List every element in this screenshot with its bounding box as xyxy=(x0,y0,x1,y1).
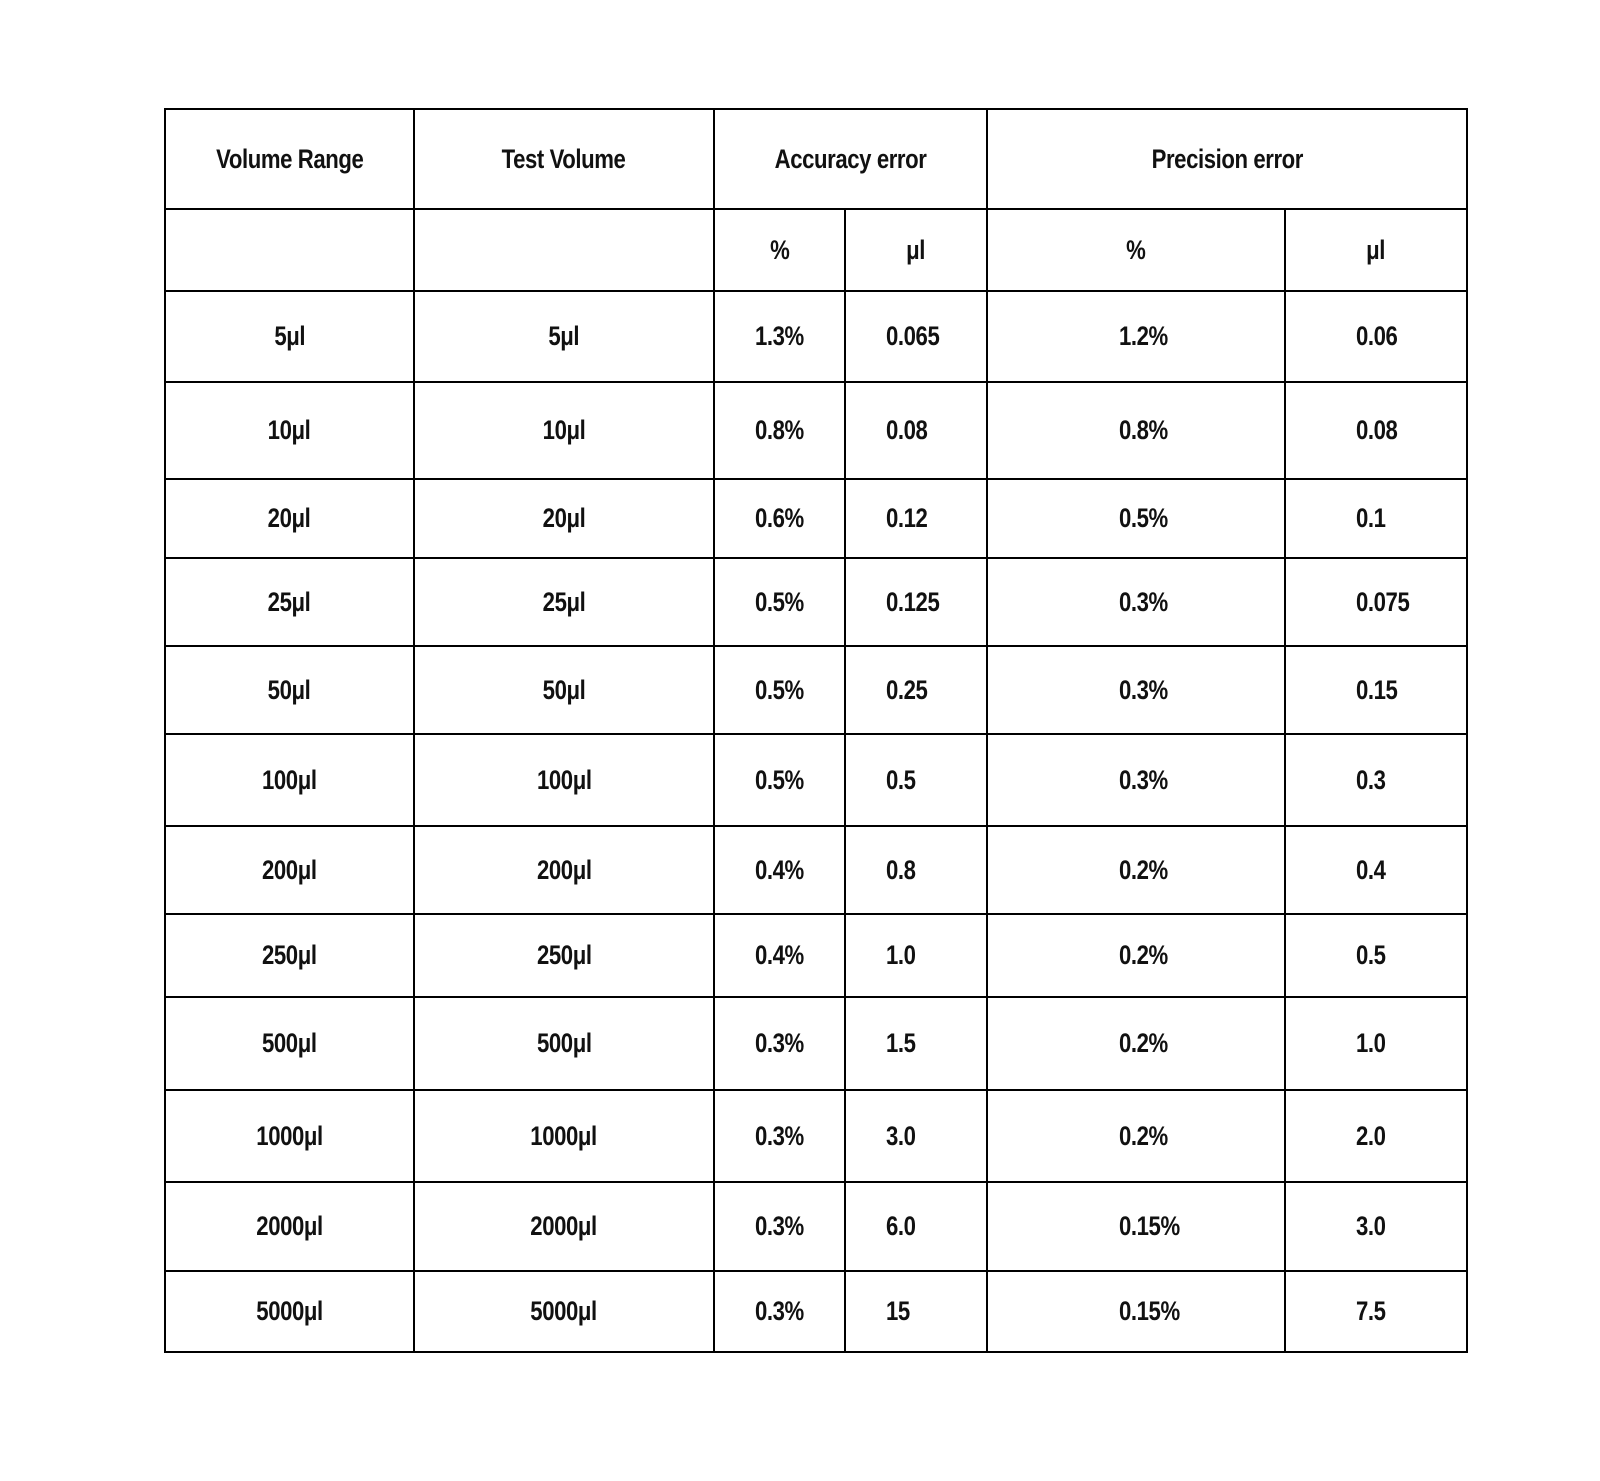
cell-accuracy-percent: 0.8% xyxy=(714,382,845,479)
cell-test-volume: 2000μl xyxy=(414,1182,714,1271)
table-row xyxy=(165,479,1467,558)
cell-precision-percent: 0.3% xyxy=(987,646,1285,734)
cell-accuracy-ul: 15 xyxy=(845,1271,987,1352)
cell-accuracy-ul: 0.08 xyxy=(845,382,987,479)
cell-test-volume: 20μl xyxy=(414,479,714,558)
cell-volume-range: 50μl xyxy=(165,646,414,734)
table-body xyxy=(165,109,1467,1352)
cell-accuracy-ul: 0.065 xyxy=(845,291,987,382)
cell-accuracy-ul: 1.0 xyxy=(845,914,987,997)
table-row xyxy=(165,291,1467,382)
cell-precision-percent: 0.15% xyxy=(987,1271,1285,1352)
cell-precision-ul: 3.0 xyxy=(1285,1182,1467,1271)
cell-volume-range: 10μl xyxy=(165,382,414,479)
cell-accuracy-percent: 0.5% xyxy=(714,646,845,734)
cell-test-volume: 100μl xyxy=(414,734,714,826)
cell-volume-range: 250μl xyxy=(165,914,414,997)
table-row xyxy=(165,1271,1467,1352)
cell-accuracy-percent: 0.6% xyxy=(714,479,845,558)
cell-precision-ul: 0.06 xyxy=(1285,291,1467,382)
cell-precision-ul: 0.08 xyxy=(1285,382,1467,479)
cell-precision-ul: 0.5 xyxy=(1285,914,1467,997)
cell-volume-range: 100μl xyxy=(165,734,414,826)
cell-test-volume: 50μl xyxy=(414,646,714,734)
table-row xyxy=(165,382,1467,479)
cell-precision-ul: 0.15 xyxy=(1285,646,1467,734)
table-row xyxy=(165,734,1467,826)
cell-precision-ul: 1.0 xyxy=(1285,997,1467,1090)
table-row xyxy=(165,558,1467,646)
cell-volume-range: 1000μl xyxy=(165,1090,414,1182)
cell-accuracy-percent: 0.5% xyxy=(714,734,845,826)
cell-accuracy-percent: 0.3% xyxy=(714,997,845,1090)
subheader-precision-ul: μl xyxy=(1285,209,1467,291)
cell-test-volume: 5μl xyxy=(414,291,714,382)
cell-precision-ul: 2.0 xyxy=(1285,1090,1467,1182)
cell-volume-range: 25μl xyxy=(165,558,414,646)
cell-accuracy-percent: 0.4% xyxy=(714,826,845,914)
cell-accuracy-percent: 0.4% xyxy=(714,914,845,997)
cell-accuracy-ul: 6.0 xyxy=(845,1182,987,1271)
cell-precision-ul: 7.5 xyxy=(1285,1271,1467,1352)
header-volume-range: Volume Range xyxy=(165,109,414,209)
cell-precision-percent: 0.3% xyxy=(987,558,1285,646)
cell-volume-range: 2000μl xyxy=(165,1182,414,1271)
cell-test-volume: 5000μl xyxy=(414,1271,714,1352)
cell-accuracy-ul: 0.125 xyxy=(845,558,987,646)
specification-table xyxy=(164,108,1468,1353)
cell-accuracy-percent: 0.3% xyxy=(714,1271,845,1352)
table-row xyxy=(165,997,1467,1090)
cell-precision-ul: 0.3 xyxy=(1285,734,1467,826)
cell-volume-range: 20μl xyxy=(165,479,414,558)
cell-accuracy-ul: 3.0 xyxy=(845,1090,987,1182)
cell-precision-percent: 0.8% xyxy=(987,382,1285,479)
cell-precision-ul: 0.075 xyxy=(1285,558,1467,646)
cell-volume-range: 5μl xyxy=(165,291,414,382)
cell-precision-ul: 0.4 xyxy=(1285,826,1467,914)
cell-precision-percent: 0.2% xyxy=(987,914,1285,997)
header-accuracy-error: Accuracy error xyxy=(714,109,987,209)
table-row xyxy=(165,914,1467,997)
subheader-accuracy-ul: μl xyxy=(845,209,987,291)
cell-precision-percent: 0.5% xyxy=(987,479,1285,558)
header-row xyxy=(165,109,1467,209)
cell-accuracy-ul: 0.25 xyxy=(845,646,987,734)
cell-precision-percent: 0.15% xyxy=(987,1182,1285,1271)
header-test-volume: Test Volume xyxy=(414,109,714,209)
cell-volume-range: 200μl xyxy=(165,826,414,914)
cell-test-volume: 200μl xyxy=(414,826,714,914)
cell-accuracy-ul: 1.5 xyxy=(845,997,987,1090)
cell-test-volume: 1000μl xyxy=(414,1090,714,1182)
cell-test-volume: 25μl xyxy=(414,558,714,646)
cell-precision-percent: 0.3% xyxy=(987,734,1285,826)
cell-accuracy-percent: 0.3% xyxy=(714,1090,845,1182)
table-row xyxy=(165,646,1467,734)
header-precision-error: Precision error xyxy=(987,109,1467,209)
cell-precision-percent: 1.2% xyxy=(987,291,1285,382)
subheader-accuracy-percent: % xyxy=(714,209,845,291)
cell-test-volume: 500μl xyxy=(414,997,714,1090)
subheader-empty-test-volume xyxy=(414,209,714,291)
cell-volume-range: 5000μl xyxy=(165,1271,414,1352)
table-row xyxy=(165,826,1467,914)
cell-test-volume: 250μl xyxy=(414,914,714,997)
cell-accuracy-percent: 0.5% xyxy=(714,558,845,646)
cell-accuracy-ul: 0.12 xyxy=(845,479,987,558)
subheader-row xyxy=(165,209,1467,291)
cell-volume-range: 500μl xyxy=(165,997,414,1090)
subheader-empty-volume-range xyxy=(165,209,414,291)
cell-precision-ul: 0.1 xyxy=(1285,479,1467,558)
cell-precision-percent: 0.2% xyxy=(987,1090,1285,1182)
cell-test-volume: 10μl xyxy=(414,382,714,479)
table-row xyxy=(165,1090,1467,1182)
cell-precision-percent: 0.2% xyxy=(987,997,1285,1090)
cell-accuracy-ul: 0.8 xyxy=(845,826,987,914)
subheader-precision-percent: % xyxy=(987,209,1285,291)
cell-precision-percent: 0.2% xyxy=(987,826,1285,914)
cell-accuracy-ul: 0.5 xyxy=(845,734,987,826)
table-row xyxy=(165,1182,1467,1271)
cell-accuracy-percent: 1.3% xyxy=(714,291,845,382)
cell-accuracy-percent: 0.3% xyxy=(714,1182,845,1271)
